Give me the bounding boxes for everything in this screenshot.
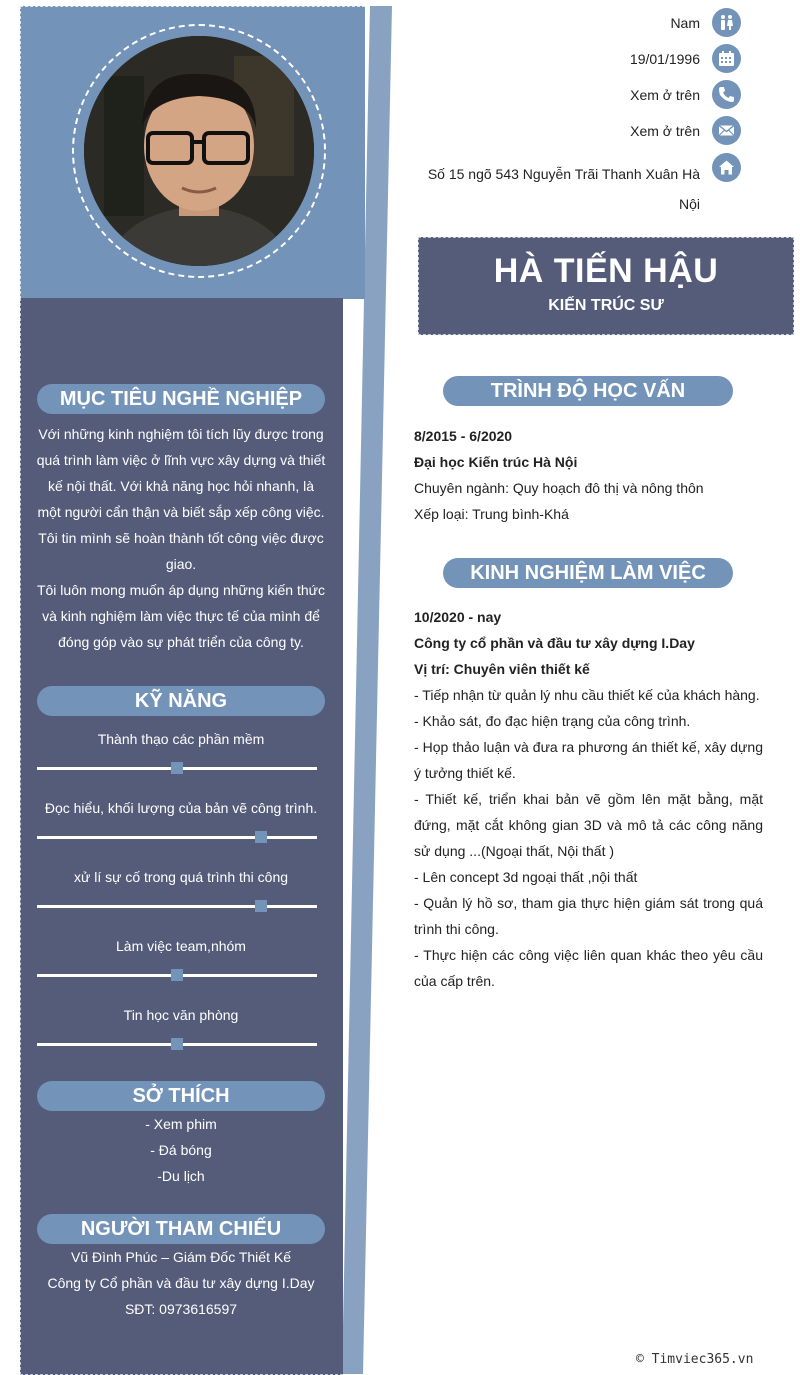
phone-icon — [712, 80, 741, 109]
hobbies-list — [36, 1111, 326, 1189]
skill-label: xử lí sự cố trong quá trình thi công — [73, 869, 289, 885]
objective-heading: MỤC TIÊU NGHỀ NGHIỆP — [37, 384, 325, 414]
objective-line: quá trình làm việc ở lĩnh vực xây dựng và thiết — [36, 452, 326, 468]
objective-line: một người cẩn thận và biết sắp xếp công việc. — [37, 504, 325, 520]
education-school: Đại học Kiến trúc Hà Nội — [414, 454, 578, 470]
address-line: Số 15 ngõ 543 Nguyễn Trãi Thanh Xuân Hà — [427, 166, 700, 182]
skill-bar — [37, 974, 317, 977]
education-grade: Xếp loại: Trung bình-Khá — [414, 506, 569, 522]
home-icon — [712, 153, 741, 182]
skill-level-marker — [255, 900, 267, 912]
name-banner — [418, 237, 794, 335]
references-list — [36, 1244, 326, 1322]
reference-line: Công ty Cổ phần và đầu tư xây dựng I.Day — [47, 1275, 315, 1291]
copyright-footer: © Timviec365.vn — [636, 1352, 754, 1367]
education-major: Chuyên ngành: Quy hoạch đô thị và nông thôn — [414, 480, 704, 496]
skill-bar — [37, 905, 317, 908]
reference-line: Vũ Đình Phúc – Giám Đốc Thiết Kế — [71, 1249, 291, 1265]
address-line: Nội — [678, 196, 700, 212]
objective-line: kế nội thất. Với khả năng học hỏi nhanh, là — [47, 478, 315, 494]
duty-item: - Thực hiện các công việc liên quan khác theo yêu cầu của cấp trên. — [414, 947, 763, 989]
skill-level-marker — [171, 762, 183, 774]
duty-item: - Khảo sát, đo đạc hiện trạng của công trình. — [414, 713, 691, 729]
experience-company: Công ty cổ phần và đầu tư xây dựng I.Day — [414, 635, 695, 651]
education-heading: TRÌNH ĐỘ HỌC VẤN — [443, 376, 733, 406]
reference-line: SĐT: 0973616597 — [124, 1301, 238, 1317]
experience-position: Vị trí: Chuyên viên thiết kế — [414, 661, 590, 677]
skills-heading: KỸ NĂNG — [37, 686, 325, 716]
objective-line: Tôi luôn mong muốn áp dụng những kiến thức — [36, 582, 326, 598]
skill-level-marker — [255, 831, 267, 843]
objective-line: Với những kinh nghiệm tôi tích lũy được trong — [38, 426, 324, 442]
objective-line: giao. — [165, 556, 197, 572]
hobbies-heading: SỞ THÍCH — [37, 1081, 325, 1111]
calendar-icon — [712, 44, 741, 73]
email-value: Xem ở trên — [630, 123, 700, 139]
experience-period: 10/2020 - nay — [414, 609, 502, 625]
objective-line: đóng góp vào sự phát triển của công ty. — [58, 634, 304, 650]
duty-item: - Thiết kế, triển khai bản vẽ gồm lên mặt bằng, mặt đứng, mặt cắt không gian 3D và mô tả các công năng sử dụng ...(Ngoại thất, Nội thất ) — [414, 791, 763, 859]
references-heading: NGƯỜI THAM CHIẾU — [37, 1214, 325, 1244]
birthdate-value: 19/01/1996 — [629, 51, 700, 67]
skill-bar — [37, 836, 317, 839]
skill-bar — [37, 1043, 317, 1046]
objective-text — [36, 421, 326, 655]
skill-level-marker — [171, 1038, 183, 1050]
duty-item: - Tiếp nhận từ quản lý nhu cầu thiết kế của khách hàng. — [414, 687, 760, 703]
address-value — [428, 159, 700, 219]
full-name: HÀ TIẾN HẬU — [493, 252, 719, 290]
gender-icon — [712, 8, 741, 37]
skill-label: Tin học văn phòng — [123, 1007, 239, 1023]
skill-level-marker — [171, 969, 183, 981]
experience-heading: KINH NGHIỆM LÀM VIỆC — [443, 558, 733, 588]
skill-bar — [37, 767, 317, 770]
hobby-item: -Du lịch — [157, 1168, 205, 1184]
objective-line: và kinh nghiệm làm việc thực tế của mình để — [42, 608, 320, 624]
gender-value: Nam — [670, 15, 700, 31]
phone-value: Xem ở trên — [630, 87, 700, 103]
duty-item: - Quản lý hồ sơ, tham gia thực hiện giám sát trong quá trình thi công. — [414, 895, 763, 937]
education-section — [414, 423, 763, 527]
skill-label: Làm việc team,nhóm — [116, 938, 246, 954]
education-period: 8/2015 - 6/2020 — [414, 428, 513, 444]
experience-section — [414, 604, 763, 994]
duty-item: - Họp thảo luận và đưa ra phương án thiết kế, xây dựng ý tưởng thiết kế. — [414, 739, 763, 781]
objective-line: Tôi tin mình sẽ hoàn thành tốt công việc được — [38, 530, 324, 546]
avatar — [84, 36, 314, 266]
skill-label: Thành thạo các phần mềm — [97, 731, 265, 747]
hobby-item: - Xem phim — [145, 1116, 217, 1132]
job-title: KIẾN TRÚC SƯ — [548, 297, 664, 314]
mail-icon — [712, 116, 741, 145]
hobby-item: - Đá bóng — [150, 1142, 212, 1158]
skill-label: Đọc hiểu, khối lượng của bản vẽ công trình. — [44, 800, 318, 816]
duty-item: - Lên concept 3d ngoại thất ,nội thất — [414, 869, 638, 885]
